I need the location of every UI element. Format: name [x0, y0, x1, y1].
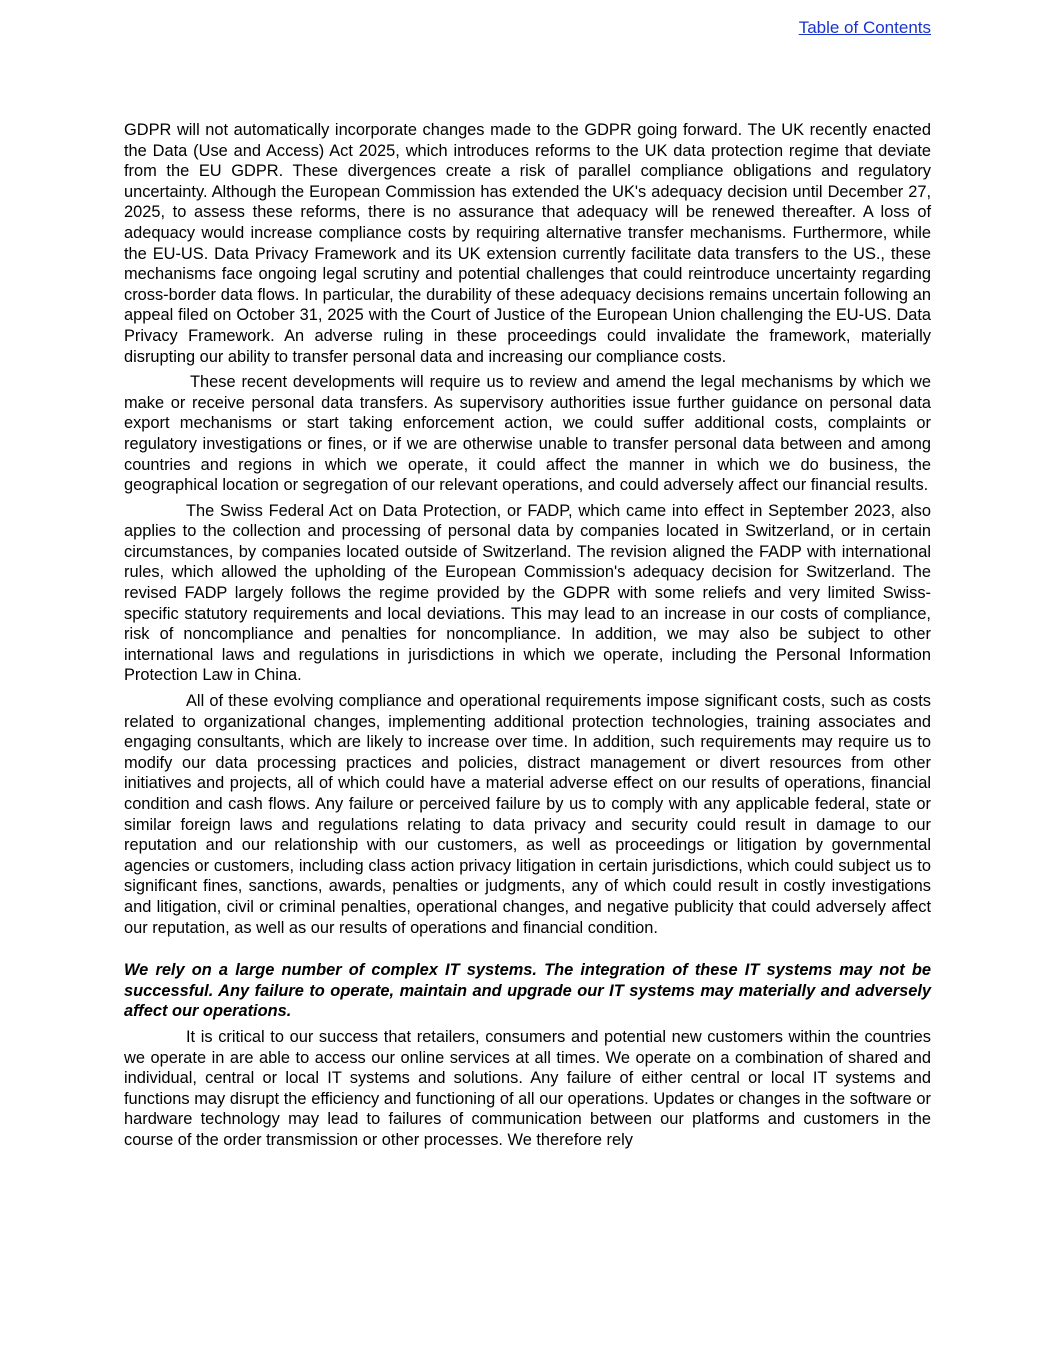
paragraph-transfer-mechanisms: These recent developments will require us to review and amend the legal mechanisms by which we make or receive personal data transfers. As supervisory authorities issue further guidance on personal data export mechanisms or start taking enforcement action, we could suffer additional costs, complaints or regulatory investigations or fines, or if we are otherwise unable to transfer personal data between and among countries and regions in which we operate, it could affect the manner in which we do business, the geographical location or segregation of our relevant operations, and could adversely affect our financial results. [124, 373, 931, 495]
paragraph-it-systems: It is critical to our success that retailers, consumers and potential new customers within the countries we operate in are able to access our online services at all times. We operate on a combination of shared and individual, central or local IT systems and solutions. Any failure of either central or local IT systems and functions may disrupt the efficiency and functioning of all our operations. Updates or changes in the software or hardware technology may lead to failures of communication between our platforms and customers in the course of the order transmission or other processes. We therefore rely [124, 1027, 931, 1149]
paragraph-gdpr-uk: GDPR will not automatically incorporate changes made to the GDPR going forward. The UK recently enacted the Data (Use and Access) Act 2025, which introduces reforms to the UK data protection regime that deviate from the EU GDPR. These divergences create a risk of parallel compliance obligations and regulatory uncertainty. Although the European Commission has extended the UK's adequacy decision until December 27, 2025, to assess these reforms, there is no assurance that adequacy will be renewed thereafter. A loss of adequacy would increase compliance costs by requiring alternative transfer mechanisms. Furthermore, while the EU-US. Data Privacy Framework and its UK extension currently facilitate data transfers to the US., these mechanisms face ongoing legal scrutiny and potential challenges that could reintroduce uncertainty regarding cross-border data flows. In particular, the durability of these adequacy decisions remains uncertain following an appeal filed on October 31, 2025 with the Court of Justice of the European Union challenging the EU-US. Data Privacy Framework. An adverse ruling in these proceedings could invalidate the framework, materially disrupting our ability to transfer personal data and increasing our compliance costs. [124, 121, 931, 366]
paragraph-compliance-costs: All of these evolving compliance and operational requirements impose significant costs, such as costs related to organizational changes, implementing additional protection technologies, training associates and engaging consultants, which are likely to increase over time. In addition, such requirements may require us to modify our data processing practices and policies, distract management or divert resources from other initiatives and projects, all of which could have a material adverse effect on our results of operations, financial condition and cash flows. Any failure or perceived failure by us to comply with any applicable federal, state or similar foreign laws and regulations relating to data privacy and security could result in damage to our reputation and our relationship with our customers, as well as proceedings or litigation by governmental agencies or customers, including class action privacy litigation in certain jurisdictions, which could subject us to significant fines, sanctions, awards, penalties or judgments, any of which could result in costly investigations and litigation, civil or criminal penalties, operational changes, and negative publicity that could adversely affect our reputation, as well as our results of operations and financial condition. [124, 692, 931, 937]
paragraph-swiss-fadp: The Swiss Federal Act on Data Protection, or FADP, which came into effect in September 2023, also applies to the collection and processing of personal data by companies located in Switzerland, or in certain circumstances, by companies located outside of Switzerland. The revision aligned the FADP with international rules, which allowed the upholding of the European Commission's adequacy decision for Switzerland. The revised FADP largely follows the regime provided by the GDPR with some reliefs and very limited Swiss-specific statutory requirements and local deviations. This may lead to an increase in our costs of compliance, risk of noncompliance and penalties for noncompliance. In addition, we may also be subject to other international laws and regulations in jurisdictions in which we operate, including the Personal Information Protection Law in China. [124, 501, 931, 685]
risk-factor-heading-it-systems: We rely on a large number of complex IT systems. The integration of these IT systems may not be successful. Any failure to operate, maintain and upgrade our IT systems may materially and adversely affect our operations. [124, 961, 931, 1021]
document-body [124, 120, 931, 1156]
table-of-contents-link[interactable]: Table of Contents [798, 18, 931, 37]
